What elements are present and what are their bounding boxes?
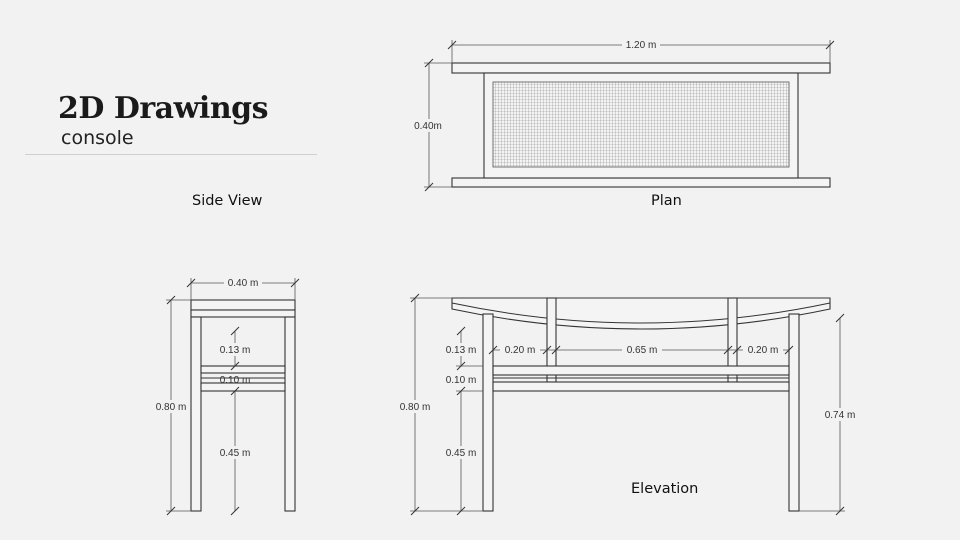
plan-cane-panel	[493, 82, 789, 167]
plan-view	[410, 38, 834, 191]
side-lower-label: 0.45 m	[219, 448, 251, 459]
elevation-left-bay-label: 0.20 m	[504, 345, 536, 356]
elevation-rail-lower	[493, 382, 789, 391]
side-right-leg	[285, 317, 295, 511]
page-title: 2D Drawings	[58, 91, 268, 126]
elevation-center-bay-label: 0.65 m	[626, 345, 658, 356]
elevation-height-label: 0.80 m	[399, 402, 431, 413]
page-subtitle: console	[61, 127, 134, 149]
elevation-label: Elevation	[631, 481, 699, 497]
plan-bottom-board	[452, 178, 830, 187]
side-apron	[191, 310, 295, 317]
side-rail-upper	[201, 366, 285, 373]
side-gap-label: 0.13 m	[219, 345, 251, 356]
elevation-gap-label: 0.13 m	[445, 345, 477, 356]
side-view	[152, 276, 299, 515]
side-view-label: Side View	[192, 193, 263, 209]
side-rail-label: 0.10 m	[219, 375, 251, 386]
side-top	[191, 300, 295, 310]
side-width-label: 0.40 m	[227, 278, 259, 289]
plan-width-label: 1.20 m	[625, 40, 657, 51]
elevation-leg-height-label: 0.74 m	[824, 410, 856, 421]
elevation-lower-label: 0.45 m	[445, 448, 477, 459]
elevation-view	[396, 294, 859, 515]
plan-label: Plan	[651, 193, 682, 209]
elevation-right-bay-label: 0.20 m	[747, 345, 779, 356]
side-left-leg	[191, 317, 201, 511]
plan-depth-label: 0.40m	[414, 121, 442, 132]
elevation-right-leg	[789, 314, 799, 511]
elevation-left-leg	[483, 314, 493, 511]
plan-top-board	[452, 63, 830, 73]
side-height-label: 0.80 m	[155, 402, 187, 413]
elevation-rail-upper	[493, 366, 789, 375]
elevation-rail-label: 0.10 m	[445, 375, 477, 386]
